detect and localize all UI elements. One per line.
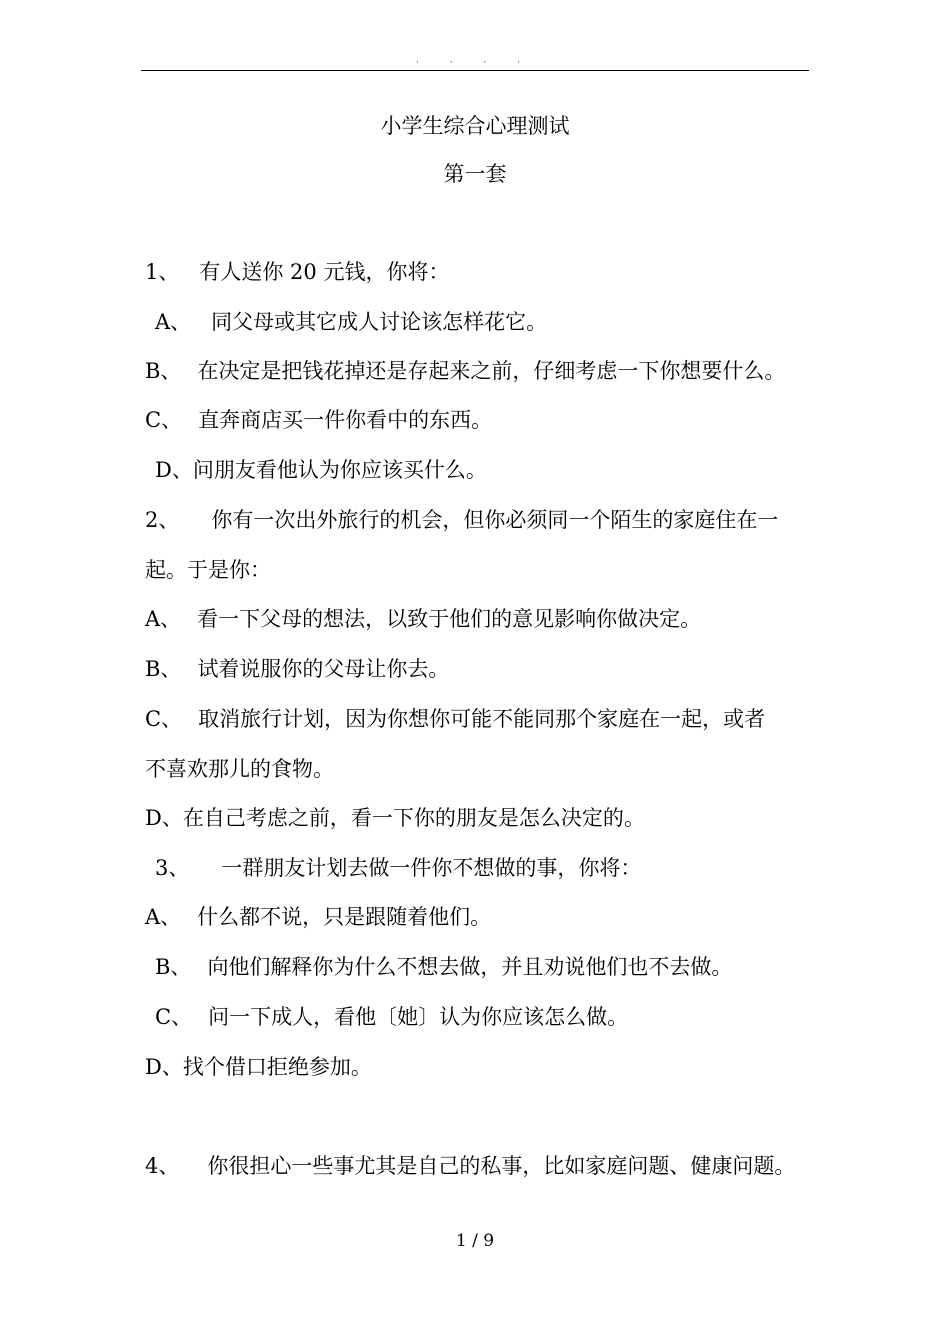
header-rule: [141, 70, 809, 71]
option-text: 看一下父母的想法，以致于他们的意见影响你做决定。: [197, 607, 702, 631]
question-1: [145, 258, 449, 286]
option-marker: D、: [145, 1055, 183, 1079]
option-c: [145, 406, 492, 434]
option-text: 问朋友看他认为你应该买什么。: [192, 458, 487, 482]
question-number: 3、: [155, 856, 190, 880]
option-text: 直奔商店买一件你看中的东西。: [198, 408, 493, 432]
option-marker: C、: [145, 707, 183, 731]
option-a: [145, 903, 491, 931]
question-number: 2、: [145, 508, 180, 532]
question-text: 一群朋友计划去做一件你不想做的事，你将：: [221, 856, 642, 880]
option-text: 同父母或其它成人讨论该怎样花它。: [211, 310, 548, 334]
option-text: 问一下成人，看他〔她〕认为你应该怎么做。: [208, 1005, 629, 1029]
option-marker: B、: [155, 955, 192, 979]
question-text: 你有一次出外旅行的机会，但你必须同一个陌生的家庭住在一: [211, 508, 779, 532]
option-marker: D、: [145, 806, 183, 830]
option-text: 在决定是把钱花掉还是存起来之前，仔细考虑一下你想要什么。: [197, 359, 786, 383]
option-marker: D、: [155, 458, 193, 482]
option-marker: C、: [145, 408, 183, 432]
document-subtitle: 第一套: [443, 162, 507, 186]
option-marker: A、: [155, 310, 192, 334]
question-2-continued: [145, 556, 271, 584]
option-b: [145, 655, 449, 683]
header-marks: · · · ·: [415, 58, 535, 68]
option-text: 向他们解释你为什么不想去做，并且劝说他们也不去做。: [207, 955, 733, 979]
option-c: [155, 1003, 628, 1031]
option-marker: B、: [145, 359, 182, 383]
option-text: 取消旅行计划，因为你想你可能不能同那个家庭在一起，或者: [198, 707, 766, 731]
option-text: 找个借口拒绝参加。: [182, 1055, 372, 1079]
option-text: 试着说服你的父母让你去。: [197, 657, 450, 681]
document-title: 小学生综合心理测试: [380, 114, 570, 138]
question-2: [145, 506, 778, 534]
question-text: 起。于是你：: [145, 558, 271, 582]
option-marker: A、: [145, 607, 182, 631]
question-text: 有人送你 20 元钱，你将：: [199, 260, 450, 284]
option-marker: A、: [145, 905, 182, 929]
option-text: 在自己考虑之前，看一下你的朋友是怎么决定的。: [182, 806, 645, 830]
question-3: [155, 854, 641, 882]
option-d: [145, 804, 645, 832]
option-c-continued: [145, 755, 334, 783]
option-c: [145, 705, 765, 733]
option-b: [155, 953, 732, 981]
option-d: [155, 456, 487, 484]
option-a: [155, 308, 547, 336]
option-text: 什么都不说，只是跟随着他们。: [197, 905, 492, 929]
question-number: 1、: [145, 260, 180, 284]
question-4: [145, 1152, 795, 1180]
question-text: 你很担心一些事尤其是自己的私事，比如家庭问题、健康问题。: [207, 1154, 796, 1178]
page-number: 1 / 9: [455, 1231, 495, 1251]
option-b: [145, 357, 785, 385]
option-d: [145, 1053, 372, 1081]
option-text: 不喜欢那儿的食物。: [145, 757, 334, 781]
option-marker: C、: [155, 1005, 193, 1029]
option-a: [145, 605, 701, 633]
question-number: 4、: [145, 1154, 180, 1178]
option-marker: B、: [145, 657, 182, 681]
